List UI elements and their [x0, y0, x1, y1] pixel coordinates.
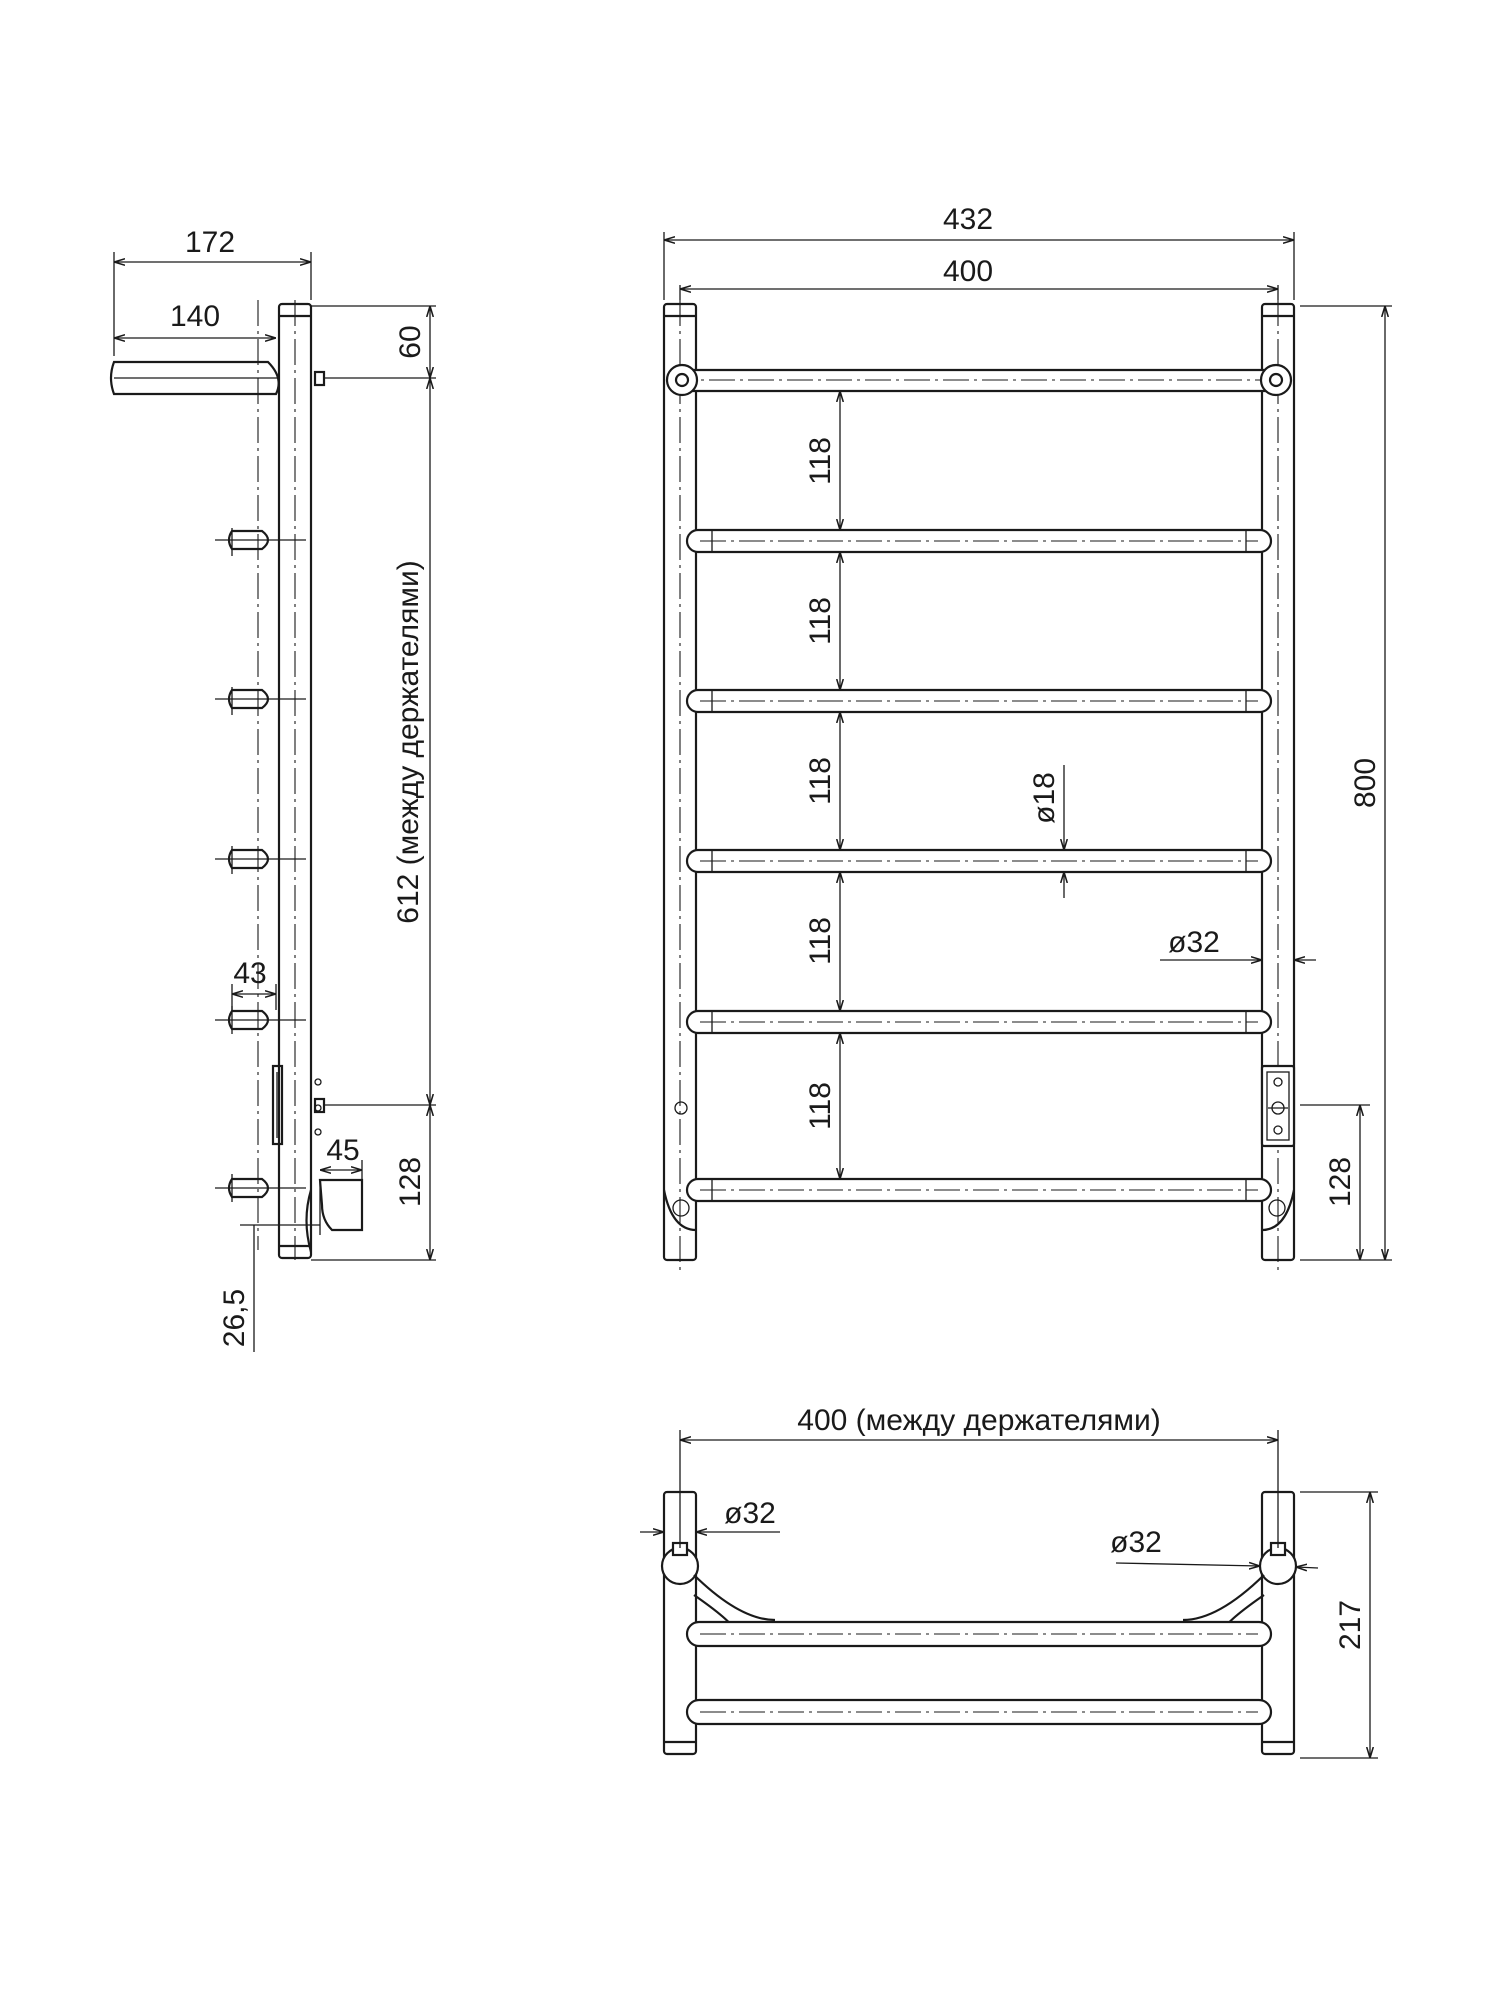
mounting-bracket-icon	[315, 372, 324, 385]
dim-128-front: 128	[1324, 1156, 1357, 1208]
dim-612: 612 (между держателями)	[392, 560, 425, 924]
front-view	[664, 203, 1392, 1270]
dim-d18: ø18	[1028, 772, 1061, 824]
cable-outlet-icon	[307, 1180, 363, 1252]
dim-118-3: 118	[804, 757, 837, 805]
mounting-bracket-icon	[1261, 365, 1291, 395]
dim-400-holders: 400 (между держателями)	[797, 1404, 1161, 1437]
dim-172: 172	[184, 226, 236, 259]
dim-60: 60	[394, 325, 427, 359]
side-view	[111, 226, 436, 1352]
dim-d32-left: ø32	[724, 1497, 776, 1530]
top-view	[640, 1404, 1378, 1758]
dim-800: 800	[1349, 757, 1382, 809]
control-box-icon	[273, 1066, 321, 1144]
dim-400: 400	[942, 255, 994, 288]
dim-217: 217	[1334, 1599, 1367, 1651]
dim-118-4: 118	[804, 917, 837, 965]
front-bars	[687, 530, 1271, 1201]
dim-d32-front: ø32	[1168, 926, 1220, 959]
mounting-bracket-icon	[667, 365, 697, 395]
dim-118-5: 118	[804, 1082, 837, 1130]
dim-26-5: 26,5	[218, 1288, 251, 1348]
side-bar-stubs	[215, 528, 306, 1202]
dim-118-1: 118	[804, 437, 837, 485]
dim-d32-right: ø32	[1110, 1526, 1162, 1559]
dim-45: 45	[326, 1134, 360, 1167]
dim-128-side: 128	[394, 1156, 427, 1208]
dim-118-2: 118	[804, 597, 837, 645]
dim-432: 432	[942, 203, 994, 236]
dim-140: 140	[169, 300, 221, 333]
dim-43: 43	[233, 957, 267, 990]
control-box-icon	[1262, 1066, 1294, 1146]
